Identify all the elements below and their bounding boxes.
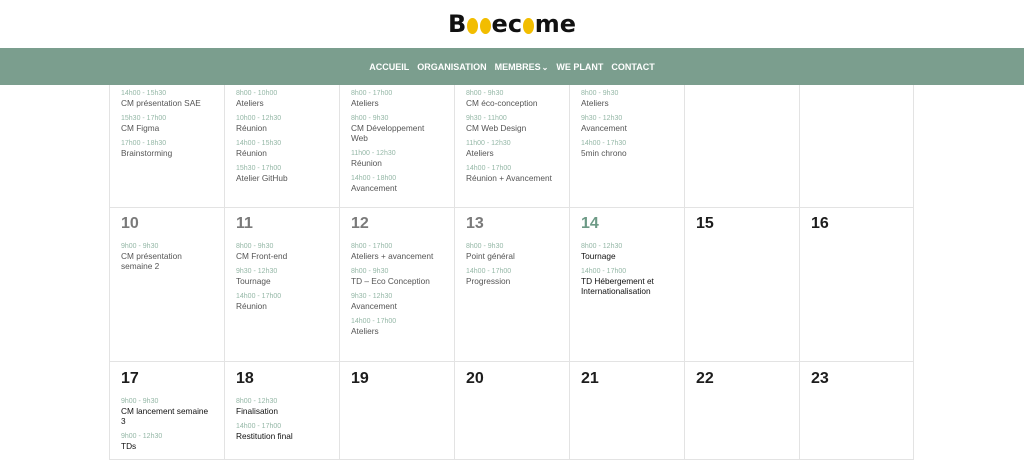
event-title: Restitution final bbox=[236, 431, 293, 441]
event-title: Réunion bbox=[351, 158, 382, 168]
event-time: 14h00 - 15h30 bbox=[121, 90, 167, 97]
calendar-day-cell[interactable] bbox=[224, 208, 339, 362]
event-time: 11h00 - 12h30 bbox=[351, 150, 396, 157]
event-time: 8h00 - 12h30 bbox=[581, 243, 623, 250]
calendar-day-cell[interactable] bbox=[109, 362, 224, 460]
event-time: 9h30 - 12h30 bbox=[581, 115, 623, 122]
event-time: 10h00 - 12h30 bbox=[236, 115, 282, 122]
calendar-event[interactable] bbox=[236, 89, 328, 108]
event-title: Progression bbox=[466, 276, 511, 286]
calendar-event[interactable] bbox=[351, 267, 443, 286]
header bbox=[0, 0, 1024, 48]
event-title: Avancement bbox=[351, 301, 397, 311]
event-time: 8h00 - 9h30 bbox=[351, 115, 389, 122]
calendar-day-cell[interactable] bbox=[224, 362, 339, 460]
event-time: 15h30 - 17h00 bbox=[121, 115, 167, 122]
event-time: 8h00 - 9h30 bbox=[466, 243, 504, 250]
calendar-day-cell[interactable] bbox=[799, 362, 914, 460]
logo-letters-middle: ec bbox=[491, 10, 523, 38]
event-time: 8h00 - 17h00 bbox=[351, 90, 393, 97]
bee-icon bbox=[480, 18, 491, 34]
bee-icon bbox=[467, 18, 478, 34]
calendar-event[interactable] bbox=[466, 139, 558, 158]
day-number: 17 bbox=[121, 370, 139, 387]
nav-contact[interactable]: CONTACT bbox=[611, 61, 655, 72]
event-time: 8h00 - 9h30 bbox=[581, 90, 619, 97]
calendar-event[interactable] bbox=[236, 267, 328, 286]
day-number: 14 bbox=[581, 215, 599, 232]
event-title: CM présentation semaine 2 bbox=[121, 251, 182, 271]
event-title: Ateliers + avancement bbox=[351, 251, 434, 261]
calendar-day-cell[interactable] bbox=[569, 85, 684, 208]
nav-we-plant[interactable]: WE PLANT bbox=[556, 61, 604, 72]
event-time: 14h00 - 17h00 bbox=[351, 318, 397, 325]
calendar-event[interactable] bbox=[581, 267, 673, 296]
calendar-event[interactable] bbox=[121, 139, 213, 158]
event-time: 9h30 - 12h30 bbox=[236, 268, 278, 275]
event-time: 8h00 - 12h30 bbox=[236, 398, 278, 405]
day-number: 12 bbox=[351, 215, 369, 232]
event-title: Avancement bbox=[581, 123, 627, 133]
event-title: 5min chrono bbox=[581, 148, 627, 158]
calendar-day-cell[interactable] bbox=[684, 208, 799, 362]
day-number: 11 bbox=[236, 215, 253, 232]
calendar-grid bbox=[109, 85, 914, 460]
calendar-event[interactable] bbox=[236, 292, 328, 311]
nav-organisation[interactable]: ORGANISATION bbox=[417, 61, 487, 72]
calendar-event[interactable] bbox=[351, 114, 443, 143]
event-time: 9h30 - 12h30 bbox=[351, 293, 393, 300]
event-time: 14h00 - 17h00 bbox=[581, 268, 627, 275]
day-number: 13 bbox=[466, 215, 484, 232]
calendar-event[interactable] bbox=[466, 89, 558, 108]
bee-icon bbox=[523, 18, 534, 34]
calendar-day-cell[interactable] bbox=[109, 85, 224, 208]
calendar-event[interactable] bbox=[236, 114, 328, 133]
event-time: 17h00 - 18h30 bbox=[121, 140, 167, 147]
event-time: 8h00 - 9h30 bbox=[351, 268, 389, 275]
calendar-event[interactable] bbox=[351, 242, 443, 261]
calendar-event[interactable] bbox=[351, 89, 443, 108]
nav-membres-label: MEMBRES bbox=[494, 61, 541, 72]
calendar-event[interactable] bbox=[236, 164, 328, 183]
event-title: Ateliers bbox=[351, 98, 379, 108]
event-time: 14h00 - 17h00 bbox=[236, 423, 282, 430]
event-time: 9h30 - 11h00 bbox=[466, 115, 507, 122]
event-time: 14h00 - 17h30 bbox=[581, 140, 627, 147]
event-title: CM Développement Web bbox=[351, 123, 425, 143]
day-number: 16 bbox=[811, 215, 829, 232]
day-number: 18 bbox=[236, 370, 254, 387]
calendar-day-cell[interactable] bbox=[224, 85, 339, 208]
calendar-event[interactable] bbox=[466, 242, 558, 261]
event-time: 9h00 - 12h30 bbox=[121, 433, 163, 440]
calendar-day-cell[interactable] bbox=[339, 85, 454, 208]
calendar-event[interactable] bbox=[236, 397, 328, 416]
event-title: Ateliers bbox=[581, 98, 609, 108]
event-title: Réunion bbox=[236, 123, 267, 133]
calendar-event[interactable] bbox=[351, 174, 443, 193]
calendar-event[interactable] bbox=[121, 114, 213, 133]
calendar-event[interactable] bbox=[466, 164, 558, 183]
calendar-event[interactable] bbox=[236, 422, 328, 441]
event-title: CM Web Design bbox=[466, 123, 527, 133]
event-title: Ateliers bbox=[236, 98, 264, 108]
event-title: CM Front-end bbox=[236, 251, 288, 261]
calendar-day-cell[interactable] bbox=[684, 362, 799, 460]
calendar-day-cell[interactable] bbox=[339, 362, 454, 460]
chevron-down-icon: ⌄ bbox=[541, 62, 549, 72]
event-time: 8h00 - 9h30 bbox=[236, 243, 274, 250]
calendar-event[interactable] bbox=[466, 114, 558, 133]
event-title: Atelier GitHub bbox=[236, 173, 288, 183]
day-number: 23 bbox=[811, 370, 829, 387]
logo[interactable] bbox=[448, 9, 576, 39]
calendar-event[interactable] bbox=[581, 242, 673, 261]
event-title: Réunion + Avancement bbox=[466, 173, 552, 183]
day-number: 19 bbox=[351, 370, 369, 387]
event-time: 9h00 - 9h30 bbox=[121, 243, 159, 250]
event-title: Brainstorming bbox=[121, 148, 173, 158]
event-time: 8h00 - 9h30 bbox=[466, 90, 504, 97]
calendar-day-cell[interactable] bbox=[454, 208, 569, 362]
nav-accueil[interactable]: ACCUEIL bbox=[369, 61, 410, 72]
calendar-day-cell[interactable] bbox=[799, 85, 914, 208]
event-title: CM présentation SAE bbox=[121, 98, 201, 108]
calendar-day-cell[interactable] bbox=[684, 85, 799, 208]
calendar-day-cell[interactable] bbox=[799, 208, 914, 362]
event-time: 11h00 - 12h30 bbox=[466, 140, 511, 147]
calendar-event[interactable] bbox=[466, 267, 558, 286]
event-title: Finalisation bbox=[236, 406, 278, 416]
day-number: 10 bbox=[121, 215, 139, 232]
day-number: 15 bbox=[696, 215, 714, 232]
calendar-event[interactable] bbox=[581, 139, 673, 158]
day-number: 22 bbox=[696, 370, 714, 387]
calendar-event[interactable] bbox=[236, 139, 328, 158]
calendar-day-cell[interactable] bbox=[569, 208, 684, 362]
calendar-event[interactable] bbox=[236, 242, 328, 261]
event-title: Réunion bbox=[236, 148, 267, 158]
day-number: 21 bbox=[581, 370, 599, 387]
calendar-day-cell[interactable] bbox=[454, 362, 569, 460]
calendar-week-row bbox=[109, 208, 914, 362]
event-title: Avancement bbox=[351, 183, 397, 193]
event-title: TD Hébergement et Internationalisation bbox=[581, 276, 654, 296]
event-title: CM éco-conception bbox=[466, 98, 538, 108]
event-time: 14h00 - 18h00 bbox=[351, 175, 397, 182]
event-title: Ateliers bbox=[466, 148, 494, 158]
event-time: 14h00 - 17h00 bbox=[236, 293, 282, 300]
calendar-event[interactable] bbox=[121, 89, 213, 108]
event-time: 14h00 - 15h30 bbox=[236, 140, 282, 147]
main-nav bbox=[0, 48, 1024, 85]
event-title: Tournage bbox=[236, 276, 271, 286]
event-title: Point général bbox=[466, 251, 515, 261]
calendar-event[interactable] bbox=[121, 242, 213, 271]
calendar-day-cell[interactable] bbox=[569, 362, 684, 460]
calendar-event[interactable] bbox=[351, 317, 443, 336]
calendar-event[interactable] bbox=[351, 292, 443, 311]
event-title: CM Figma bbox=[121, 123, 160, 133]
calendar-event[interactable] bbox=[581, 114, 673, 133]
event-title: TD – Eco Conception bbox=[351, 276, 430, 286]
event-time: 9h00 - 9h30 bbox=[121, 398, 159, 405]
nav-membres[interactable] bbox=[495, 62, 549, 72]
calendar-event[interactable] bbox=[121, 397, 213, 426]
calendar-day-cell[interactable] bbox=[454, 85, 569, 208]
event-title: CM lancement semaine 3 bbox=[121, 406, 209, 426]
event-title: TDs bbox=[121, 441, 137, 451]
event-time: 14h00 - 17h00 bbox=[466, 165, 512, 172]
event-title: Tournage bbox=[581, 251, 616, 261]
calendar-week-row bbox=[109, 362, 914, 460]
calendar-week-row bbox=[109, 85, 914, 208]
calendar-event[interactable] bbox=[581, 89, 673, 108]
calendar-event[interactable] bbox=[351, 149, 443, 168]
event-time: 14h00 - 17h00 bbox=[466, 268, 512, 275]
event-time: 8h00 - 17h00 bbox=[351, 243, 393, 250]
event-title: Ateliers bbox=[351, 326, 379, 336]
day-number: 20 bbox=[466, 370, 484, 387]
logo-letters-end: me bbox=[534, 10, 576, 38]
calendar-day-cell[interactable] bbox=[339, 208, 454, 362]
calendar-day-cell[interactable] bbox=[109, 208, 224, 362]
event-time: 8h00 - 10h00 bbox=[236, 90, 278, 97]
logo-letter-b: B bbox=[448, 10, 467, 38]
event-title: Réunion bbox=[236, 301, 267, 311]
event-time: 15h30 - 17h00 bbox=[236, 165, 282, 172]
calendar-event[interactable] bbox=[121, 432, 213, 451]
